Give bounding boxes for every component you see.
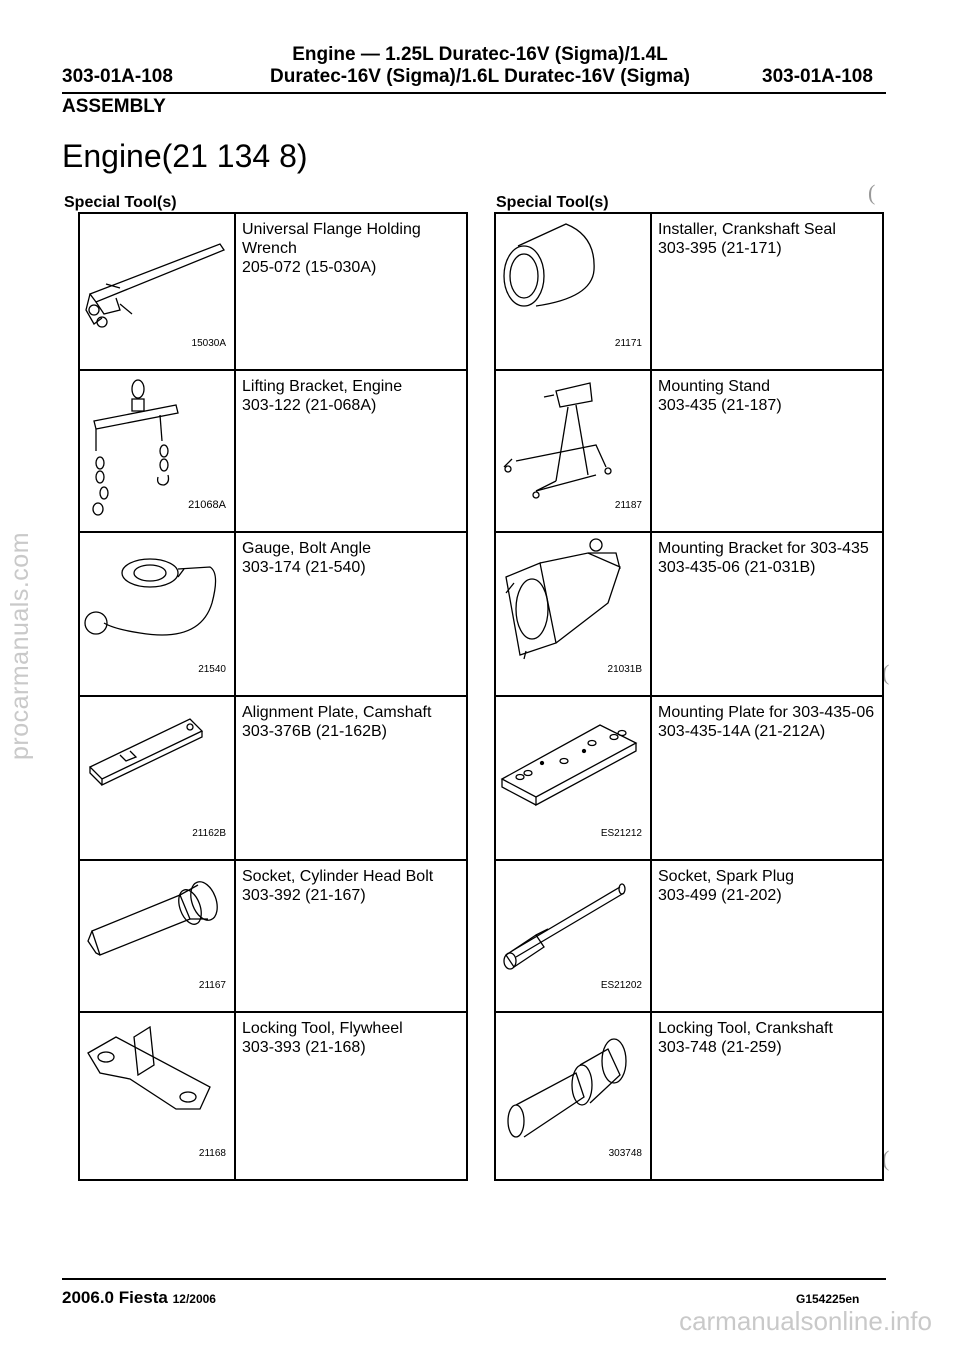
header-title-line1: Engine — 1.25L Duratec-16V (Sigma)/1.4L xyxy=(292,44,668,65)
tool-image-cell xyxy=(79,860,235,1012)
tool-image-cell xyxy=(79,1012,235,1180)
tool-row xyxy=(79,532,467,696)
tool-image-code: ES21202 xyxy=(600,980,642,991)
footer-date: 12/2006 xyxy=(172,1292,216,1306)
tool-image-cell xyxy=(79,370,235,532)
tool-number: 303-393 (21-168) xyxy=(242,1039,366,1056)
tool-number: 303-122 (21-068A) xyxy=(242,397,377,414)
tool-name: Mounting Plate for 303-435-06 xyxy=(658,704,875,721)
tool-description xyxy=(235,370,467,532)
tool-row xyxy=(495,532,883,696)
header-rule xyxy=(62,92,886,94)
header-title xyxy=(230,44,730,88)
tool-name: Socket, Cylinder Head Bolt xyxy=(242,868,434,885)
special-tools-heading-left: Special Tool(s) xyxy=(64,194,177,211)
side-watermark: procarmanuals.com xyxy=(6,531,34,760)
tool-number: 303-748 (21-259) xyxy=(658,1039,782,1056)
bottom-watermark: carmanualsonline.info xyxy=(679,1306,932,1336)
tool-description xyxy=(235,213,467,370)
tool-name: Locking Tool, Flywheel xyxy=(242,1020,403,1037)
margin-bracket: ( xyxy=(868,180,876,205)
tool-image-code: 21168 xyxy=(198,1148,226,1159)
tool-name: Universal Flange Holding Wrench xyxy=(242,221,421,257)
page-number-right: 303-01A-108 xyxy=(762,66,873,87)
tool-number: 303-392 (21-167) xyxy=(242,887,366,904)
tool-row xyxy=(495,1012,883,1180)
tool-image-cell xyxy=(495,1012,651,1180)
tool-image-code: 21068A xyxy=(188,499,226,511)
tool-row xyxy=(495,696,883,860)
footer-model: 2006.0 Fiesta xyxy=(62,1288,168,1307)
tool-row xyxy=(495,860,883,1012)
tool-name: Gauge, Bolt Angle xyxy=(242,540,371,557)
tool-description xyxy=(651,860,883,1012)
procedure-title: Engine(21 134 8) xyxy=(62,138,308,174)
tool-name: Socket, Spark Plug xyxy=(658,868,795,885)
tool-description xyxy=(235,532,467,696)
tool-description xyxy=(235,860,467,1012)
tool-name: Mounting Bracket for 303-435 xyxy=(658,540,869,557)
tool-number: 303-395 (21-171) xyxy=(658,240,782,257)
tool-image-cell xyxy=(495,860,651,1012)
margin-bracket: ( xyxy=(882,660,890,685)
tool-row xyxy=(495,370,883,532)
tool-image-code: 15030A xyxy=(191,338,226,349)
tool-image-cell xyxy=(79,696,235,860)
special-tools-heading-right: Special Tool(s) xyxy=(496,194,609,211)
tool-image-code: 21171 xyxy=(614,338,642,349)
tool-number: 303-435-14A (21-212A) xyxy=(658,723,826,740)
special-tools-table-left xyxy=(78,212,468,1181)
tool-name: Mounting Stand xyxy=(658,378,771,395)
footer-doc-code: G154225en xyxy=(796,1292,860,1306)
tool-row xyxy=(79,860,467,1012)
tool-row xyxy=(79,370,467,532)
tool-number: 303-376B (21-162B) xyxy=(242,723,387,740)
tool-description xyxy=(651,696,883,860)
tool-description xyxy=(235,696,467,860)
tool-name: Lifting Bracket, Engine xyxy=(242,378,403,395)
tool-number: 303-174 (21-540) xyxy=(242,559,366,576)
tool-image-cell xyxy=(495,696,651,860)
header-title-line2: Duratec-16V (Sigma)/1.6L Duratec-16V (Sigma) xyxy=(270,66,690,87)
tool-image-code: 21187 xyxy=(614,500,642,511)
special-tools-table-right xyxy=(494,212,884,1181)
footer-model-date xyxy=(62,1288,216,1308)
tool-image-cell xyxy=(79,213,235,370)
tool-image-code: 21031B xyxy=(607,664,642,675)
tool-image-cell xyxy=(79,532,235,696)
margin-bracket: ( xyxy=(882,1146,890,1171)
section-title: ASSEMBLY xyxy=(62,96,166,117)
tool-number: 303-499 (21-202) xyxy=(658,887,782,904)
tool-image-cell xyxy=(495,370,651,532)
tool-name: Installer, Crankshaft Seal xyxy=(658,221,836,238)
tool-description xyxy=(235,1012,467,1180)
tool-image-code: ES21212 xyxy=(600,828,642,839)
tool-image-code: 21540 xyxy=(198,664,226,675)
tool-image-code: 303748 xyxy=(608,1148,642,1159)
tool-image-code: 21167 xyxy=(198,980,226,991)
tool-number: 205-072 (15-030A) xyxy=(242,259,377,276)
tool-description xyxy=(651,370,883,532)
tool-description xyxy=(651,532,883,696)
tool-row xyxy=(79,1012,467,1180)
tool-description xyxy=(651,1012,883,1180)
tool-image-cell xyxy=(495,213,651,370)
tool-row xyxy=(495,213,883,370)
tool-number: 303-435 (21-187) xyxy=(658,397,782,414)
page-number-left: 303-01A-108 xyxy=(62,66,173,87)
tool-row xyxy=(79,696,467,860)
tool-name: Locking Tool, Crankshaft xyxy=(658,1020,833,1037)
tool-image-code: 21162B xyxy=(192,828,226,839)
footer-rule xyxy=(62,1278,886,1280)
tool-name: Alignment Plate, Camshaft xyxy=(242,704,432,721)
tool-number: 303-435-06 (21-031B) xyxy=(658,559,816,576)
tool-row xyxy=(79,213,467,370)
tool-image-cell xyxy=(495,532,651,696)
tool-description xyxy=(651,213,883,370)
